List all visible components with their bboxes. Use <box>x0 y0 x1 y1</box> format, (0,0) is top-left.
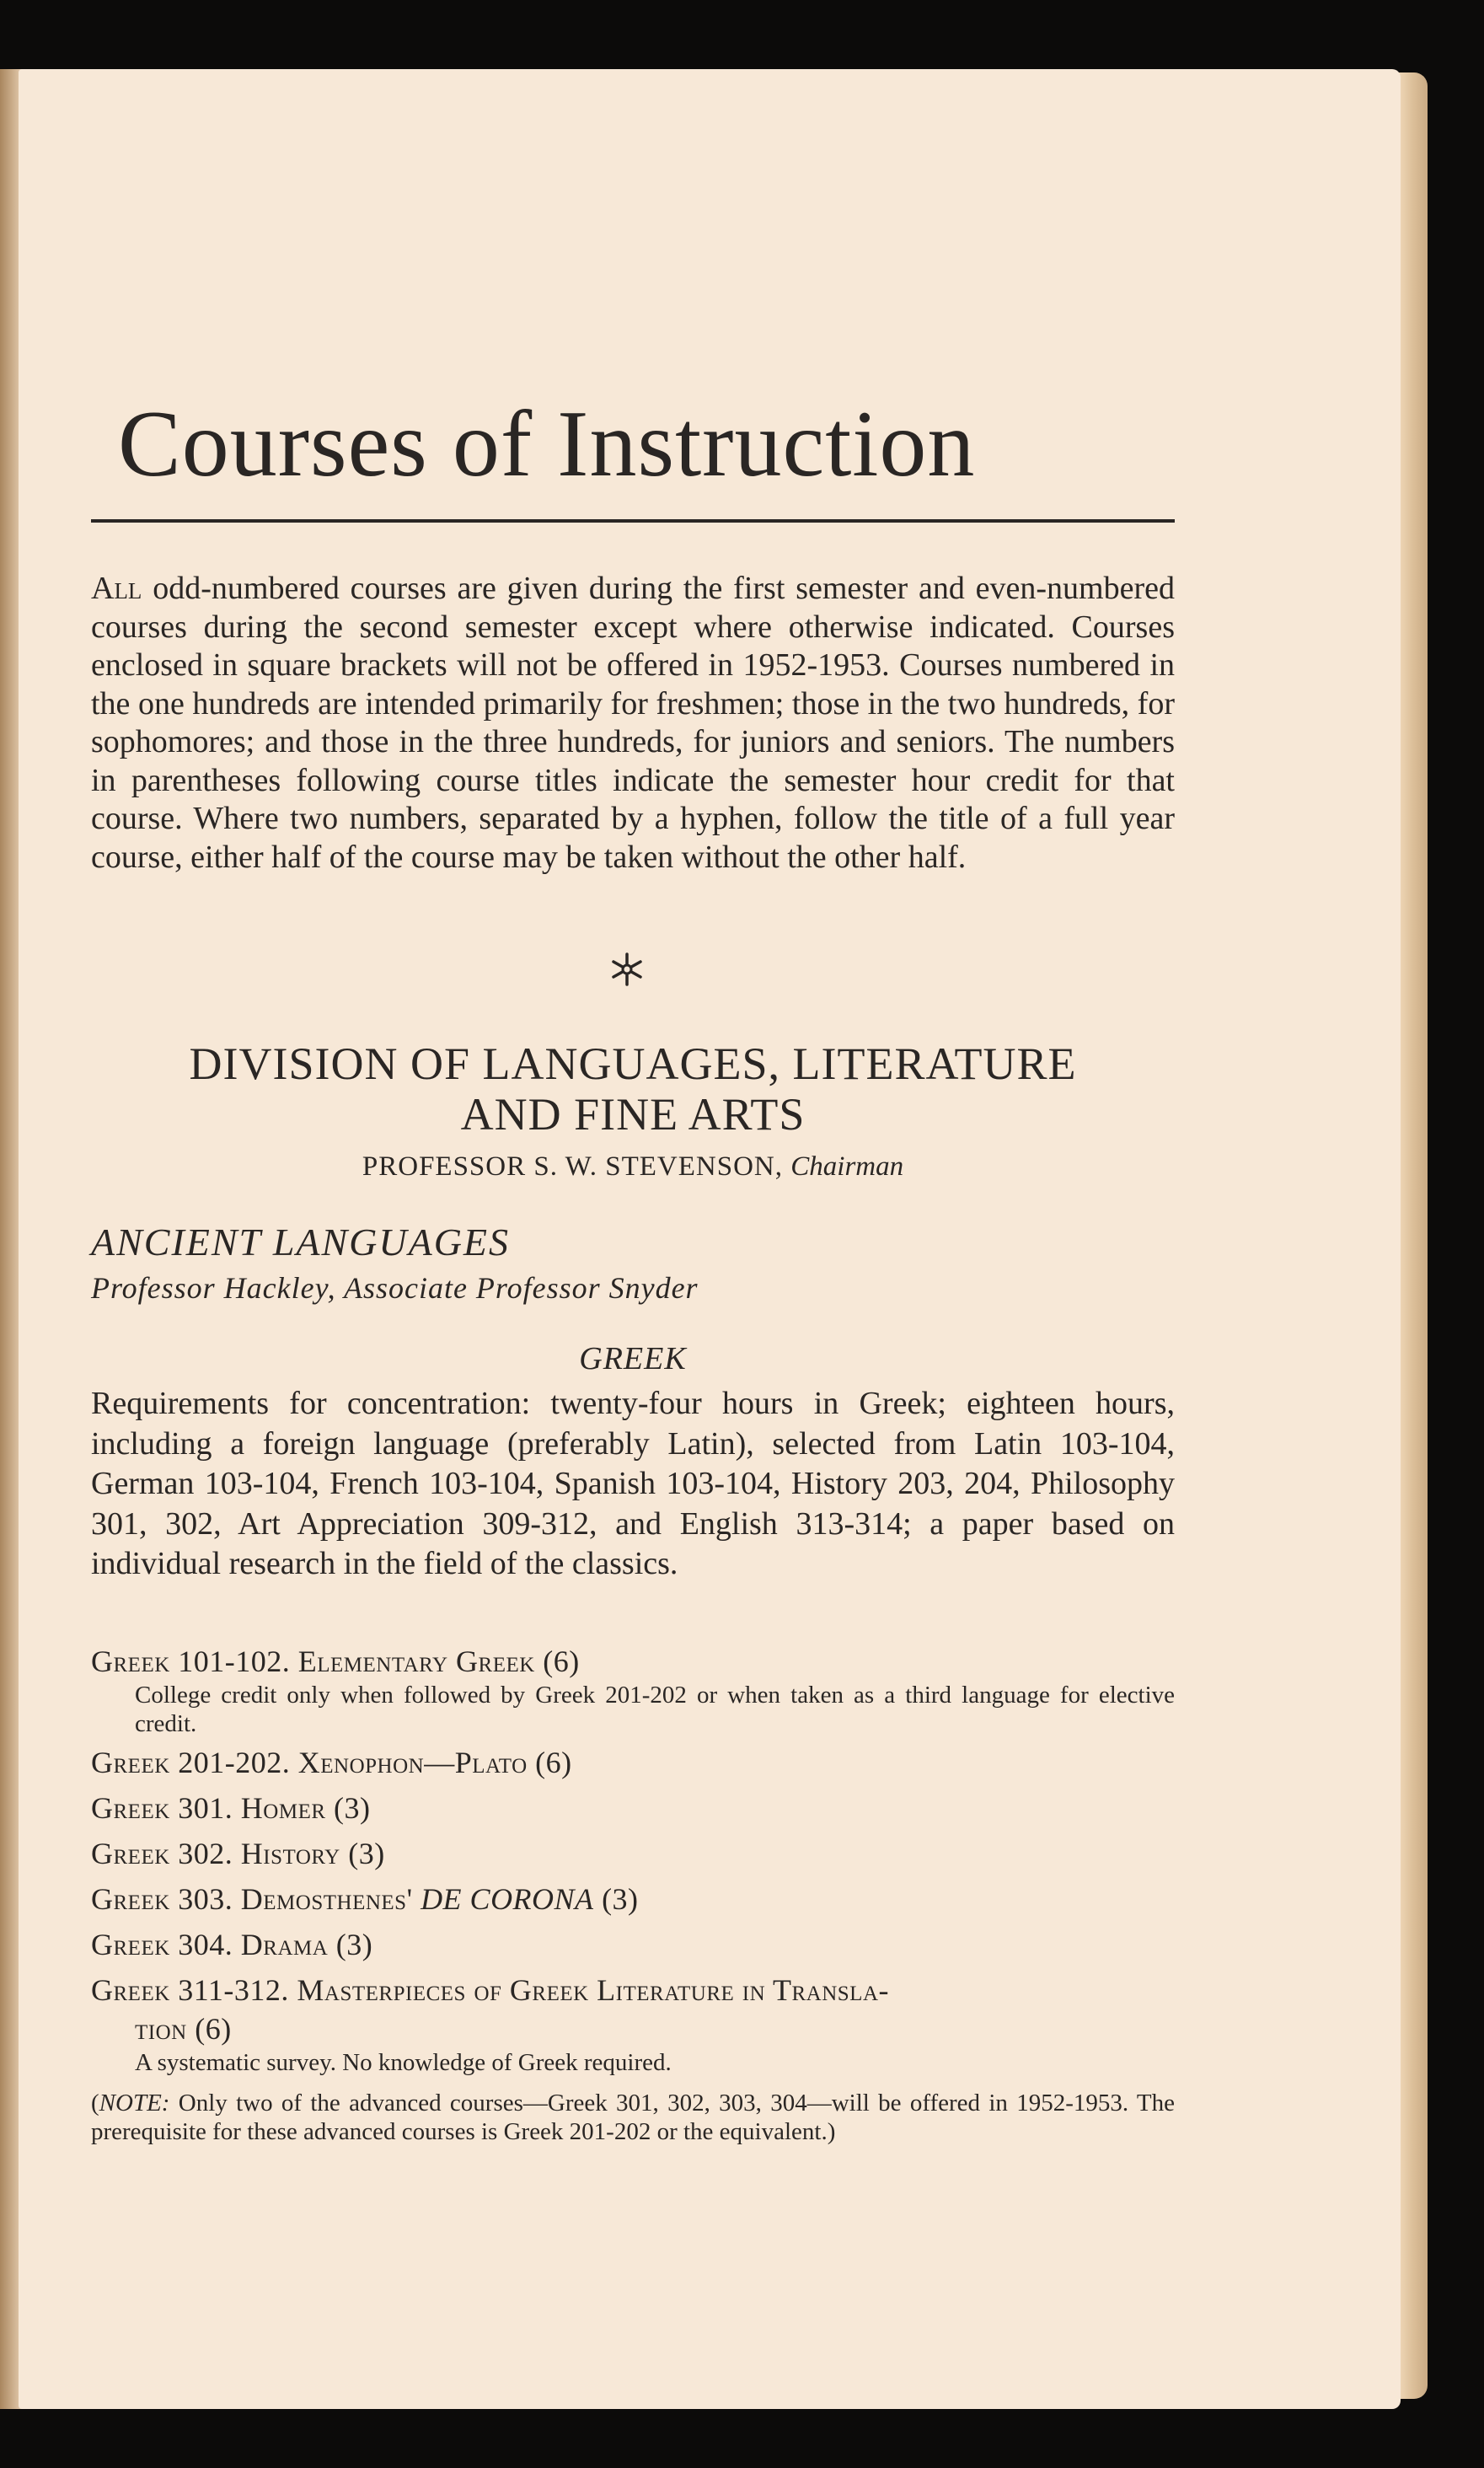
course-credit: (6) <box>535 1746 572 1779</box>
course-title-cont: tion <box>135 2012 187 2046</box>
course-number: Greek 311-312. <box>91 1973 289 2007</box>
course-entry <box>91 1743 1175 1782</box>
course-number: Greek 101-102. <box>91 1644 291 1678</box>
note-text: Only two of the advanced courses—Greek 301, 302, 303, 304—will be offered in 1952-1953. The prerequisite for these advanced courses is Greek 201-202 or the equivalent.) <box>91 2090 1175 2145</box>
intro-text: odd-numbered courses are given during the first semester and even-numbered courses during the second semester except where otherwise indicated. Courses enclosed in square brackets will not be offered in 1952-1953. Courses numbered in the one hundreds are intended primarily for freshmen; those in the two hundreds, for sophomores; and those in the three hundreds, for juniors and seniors. The numbers in parentheses following course titles indicate the semester hour credit for that course. Where two numbers, separated by a hyphen, follow the title of a full year course, either half of the course may be taken without the other half. <box>91 571 1175 875</box>
course-number: Greek 304. <box>91 1928 233 1961</box>
course-title: Demosthenes' <box>240 1882 413 1916</box>
course-number: Greek 301. <box>91 1791 233 1825</box>
course-title: Xenophon—Plato <box>297 1746 528 1779</box>
division-chairman <box>91 1150 1175 1183</box>
course-entry <box>91 1880 1175 1918</box>
chairman-name: PROFESSOR S. W. STEVENSON, <box>362 1151 791 1182</box>
advanced-courses-note: (NOTE: Only two of the advanced courses—Greek 301, 302, 303, 304—will be offered in 1952-1953. The prerequisite for these advanced courses is Greek 201-202 or the equivalent.) <box>91 2090 1175 2145</box>
subject-heading: GREEK <box>579 1341 687 1376</box>
course-title: Masterpieces of Greek Literature in Transla- <box>297 1973 889 2007</box>
title-rule <box>91 519 1175 523</box>
course-credit: (3) <box>334 1791 371 1825</box>
division-heading <box>91 1038 1175 1140</box>
course-credit: (3) <box>348 1837 385 1870</box>
page-title: Courses of Instruction <box>118 392 976 496</box>
course-number: Greek 303. <box>91 1882 233 1916</box>
course-entry <box>91 1789 1175 1827</box>
course-title: Homer <box>240 1791 326 1825</box>
course-description: A systematic survey. No knowledge of Greek required. <box>135 2049 672 2076</box>
catalog-page <box>19 69 1401 2409</box>
course-entry <box>91 1925 1175 1964</box>
course-title: Drama <box>240 1928 329 1961</box>
division-line-2: AND FINE ARTS <box>460 1089 806 1140</box>
department-faculty: Professor Hackley, Associate Professor Snyder <box>91 1271 699 1305</box>
concentration-requirements: Requirements for concentration: twenty-four hours in Greek; eighteen hours, including a foreign language (preferably Latin), selected from Latin 103-104, German 103-104, French 103-104, Spanish 103-104, History 203, 204, Philosophy 301, 302, Art Appreciation 309-312, and English 313-314; a paper based on individual research in the field of the classics. <box>91 1386 1175 1581</box>
course-entry <box>91 1834 1175 1873</box>
course-credit: (3) <box>602 1882 639 1916</box>
course-description: College credit only when followed by Greek 201-202 or when taken as a third language for elective credit. <box>135 1682 1175 1737</box>
course-credit: (3) <box>335 1928 373 1961</box>
intro-paragraph <box>91 570 1175 877</box>
course-title-continued <box>91 2009 1175 2048</box>
course-title: History <box>240 1837 340 1870</box>
course-credit: (6) <box>195 2012 232 2046</box>
asterisk-ornament-icon <box>608 951 646 988</box>
division-line-1: DIVISION OF LANGUAGES, LITERATURE <box>189 1038 1077 1089</box>
course-list <box>91 1642 1175 2146</box>
course-title: Elementary Greek <box>297 1644 535 1678</box>
course-entry <box>91 1971 1175 2009</box>
course-number: Greek 201-202. <box>91 1746 291 1779</box>
intro-lead: All <box>91 571 142 606</box>
course-credit: (6) <box>543 1644 580 1678</box>
course-entry <box>91 1642 1175 1681</box>
course-number: Greek 302. <box>91 1837 233 1870</box>
course-title-italic: DE CORONA <box>421 1882 594 1916</box>
note-label: NOTE: <box>99 2090 170 2117</box>
department-heading: ANCIENT LANGUAGES <box>91 1221 511 1264</box>
chairman-title: Chairman <box>790 1151 904 1182</box>
